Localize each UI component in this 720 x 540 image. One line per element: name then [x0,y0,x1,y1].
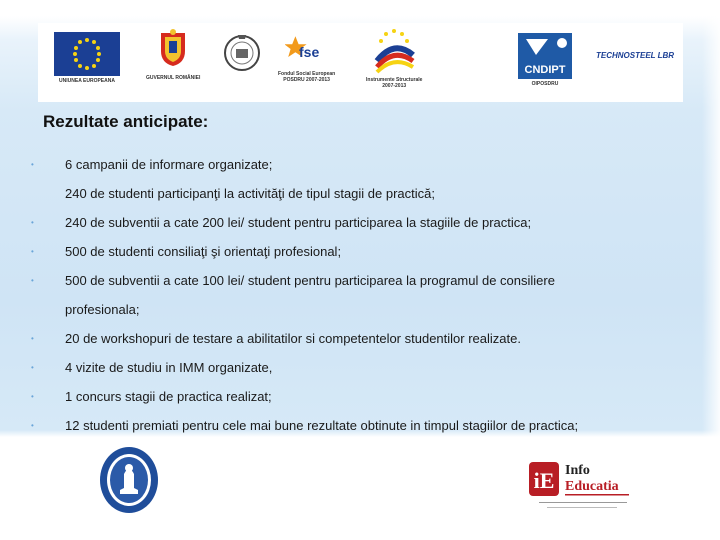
romania-coat-of-arms-icon [159,29,187,67]
list-item-text: 240 de studenti participanţi la activităţi de tipul stagii de practică; [65,186,435,201]
list-item [31,179,671,208]
gov-caption: GUVERNUL ROMÂNIEI [146,75,201,81]
list-item [31,208,671,237]
list-item-text: 1 concurs stagii de practica realizat; [65,389,272,404]
list-item-text: 12 studenti premiati pentru cele mai bune rezultate obtinute in timpul stagiilor de practica; [65,418,579,433]
fse-mark: fse [298,44,319,60]
cndipt-name: CNDIPT [524,64,566,76]
infoedu-mark: iE [533,468,555,493]
fse-caption-1: Fondul Social European [278,71,336,77]
structural-instruments-icon [369,25,419,77]
fse-logo [278,33,335,83]
list-item-text: 6 campanii de informare organizate; [65,157,273,172]
bullet-icon: • [31,160,34,169]
is-caption-1: Instrumente Structurale [366,77,423,83]
bullet-icon: • [31,276,34,285]
is-caption-2: 2007-2013 [382,83,407,89]
list-item [31,324,671,353]
fse-star-icon [285,33,329,69]
ministry-seal-logo [223,31,261,73]
list-item-text: 4 vizite de studiu in IMM organizate, [65,360,273,375]
list-item-text: 20 de workshopuri de testare a abilitatilor si competentelor studentilor realizate. [65,331,521,346]
eu-logo [54,32,120,84]
list-item-text: 500 de subventii a cate 100 lei/ student pentru participarea la programul de consiliere [65,273,555,288]
list-item [31,295,671,324]
cndipt-mark-icon [518,33,572,79]
bullet-icon: • [31,421,34,430]
infoedu-line1: Info [565,463,590,478]
results-list [31,150,671,469]
list-item [31,150,671,179]
structural-instruments-logo [366,25,422,89]
infoeducatia-logo [527,458,632,514]
list-item [31,266,671,295]
list-item [31,382,671,411]
list-item [31,237,671,266]
list-item [31,353,671,382]
partner-name: TECHNOSTEEL LBR [596,51,675,60]
list-item-text: profesionala; [65,302,140,317]
government-logo [146,29,200,81]
list-item [31,411,671,440]
infoeducatia-icon [527,458,632,514]
bullet-icon: • [31,247,34,256]
bullet-icon: • [31,392,34,401]
slide-edge-fade [702,0,720,540]
partner-logo [596,51,674,60]
infoedu-line2: Educatia [565,479,619,494]
ministry-seal-icon [223,31,261,73]
cndipt-logo [518,33,572,87]
logo-banner [38,23,683,102]
bullet-icon: • [31,218,34,227]
fse-caption-2: POSDRU 2007-2013 [283,77,330,83]
cndipt-caption: OIPOSDRU [531,81,559,87]
bullet-icon: • [31,334,34,343]
list-item-text: 240 de subventii a cate 200 lei/ student pentru participarea la stagiile de practica; [65,215,532,230]
list-item-text: 500 de studenti consiliaţi şi orientaţi profesional; [65,244,342,259]
university-seal-icon [98,444,160,514]
eu-caption: UNIUNEA EUROPEANA [59,78,115,84]
page-title: Rezultate anticipate: [43,112,209,131]
eu-flag-icon [54,32,120,76]
bullet-icon: • [31,363,34,372]
